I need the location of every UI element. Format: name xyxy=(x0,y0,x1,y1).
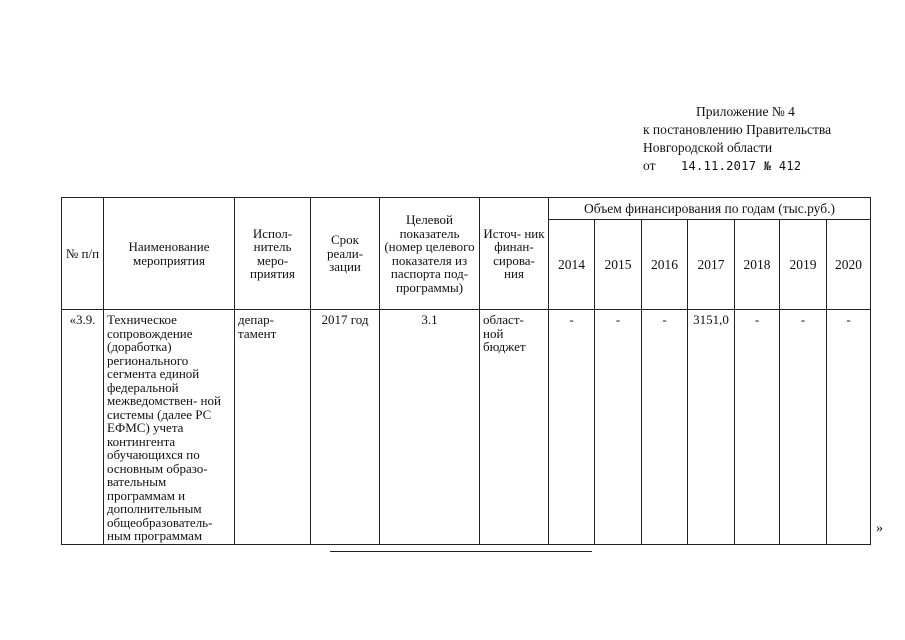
header-year: 2015 xyxy=(595,220,642,310)
resolution-date-number: 14.11.2017 № 412 xyxy=(681,159,802,173)
row-value: 3151,0 xyxy=(688,310,735,545)
appendix-header xyxy=(643,103,831,175)
row-value: - xyxy=(827,310,871,545)
row-value: - xyxy=(735,310,780,545)
header-executor: Испол- нитель меро- приятия xyxy=(235,198,311,310)
row-name: Техническое сопровождение (доработка) регионального сегмента единой федеральной межведомствен- ной системы (далее РС ЕФМС) учета контингента обучающихся по основным образо- вательным программам и дополнительным общеобразователь- ным программам xyxy=(104,310,235,545)
header-name: Наименование мероприятия xyxy=(104,198,235,310)
row-value: - xyxy=(595,310,642,545)
header-funding: Объем финансирования по годам (тыс.руб.) xyxy=(549,198,871,220)
header-term: Срок реали- зации xyxy=(311,198,380,310)
header-row-1 xyxy=(62,198,871,220)
closing-quote: » xyxy=(876,521,883,536)
row-source: област- ной бюджет xyxy=(480,310,549,545)
header-year: 2018 xyxy=(735,220,780,310)
header-year: 2014 xyxy=(549,220,595,310)
header-indicator: Целевой показатель (номер целевого показателя из паспорта под- программы) xyxy=(380,198,480,310)
row-term: 2017 год xyxy=(311,310,380,545)
appendix-title: Приложение № 4 xyxy=(696,104,795,119)
appendix-date-row xyxy=(643,157,831,175)
funding-table xyxy=(61,197,871,545)
appendix-line-region: Новгородской области xyxy=(643,140,773,155)
header-year: 2019 xyxy=(780,220,827,310)
row-executor: депар- тамент xyxy=(235,310,311,545)
header-year: 2017 xyxy=(688,220,735,310)
appendix-line-resolution: к постановлению Правительства xyxy=(643,122,832,137)
header-year: 2016 xyxy=(642,220,688,310)
row-value: - xyxy=(780,310,827,545)
header-year: 2020 xyxy=(827,220,871,310)
footer-divider xyxy=(330,551,592,552)
table-row xyxy=(62,310,871,545)
header-source: Источ- ник финан- сирова- ния xyxy=(480,198,549,310)
row-value: - xyxy=(642,310,688,545)
row-value: - xyxy=(549,310,595,545)
header-num: № п/п xyxy=(62,198,104,310)
row-indicator: 3.1 xyxy=(380,310,480,545)
row-num: «3.9. xyxy=(62,310,104,545)
date-prefix: от xyxy=(643,158,656,173)
